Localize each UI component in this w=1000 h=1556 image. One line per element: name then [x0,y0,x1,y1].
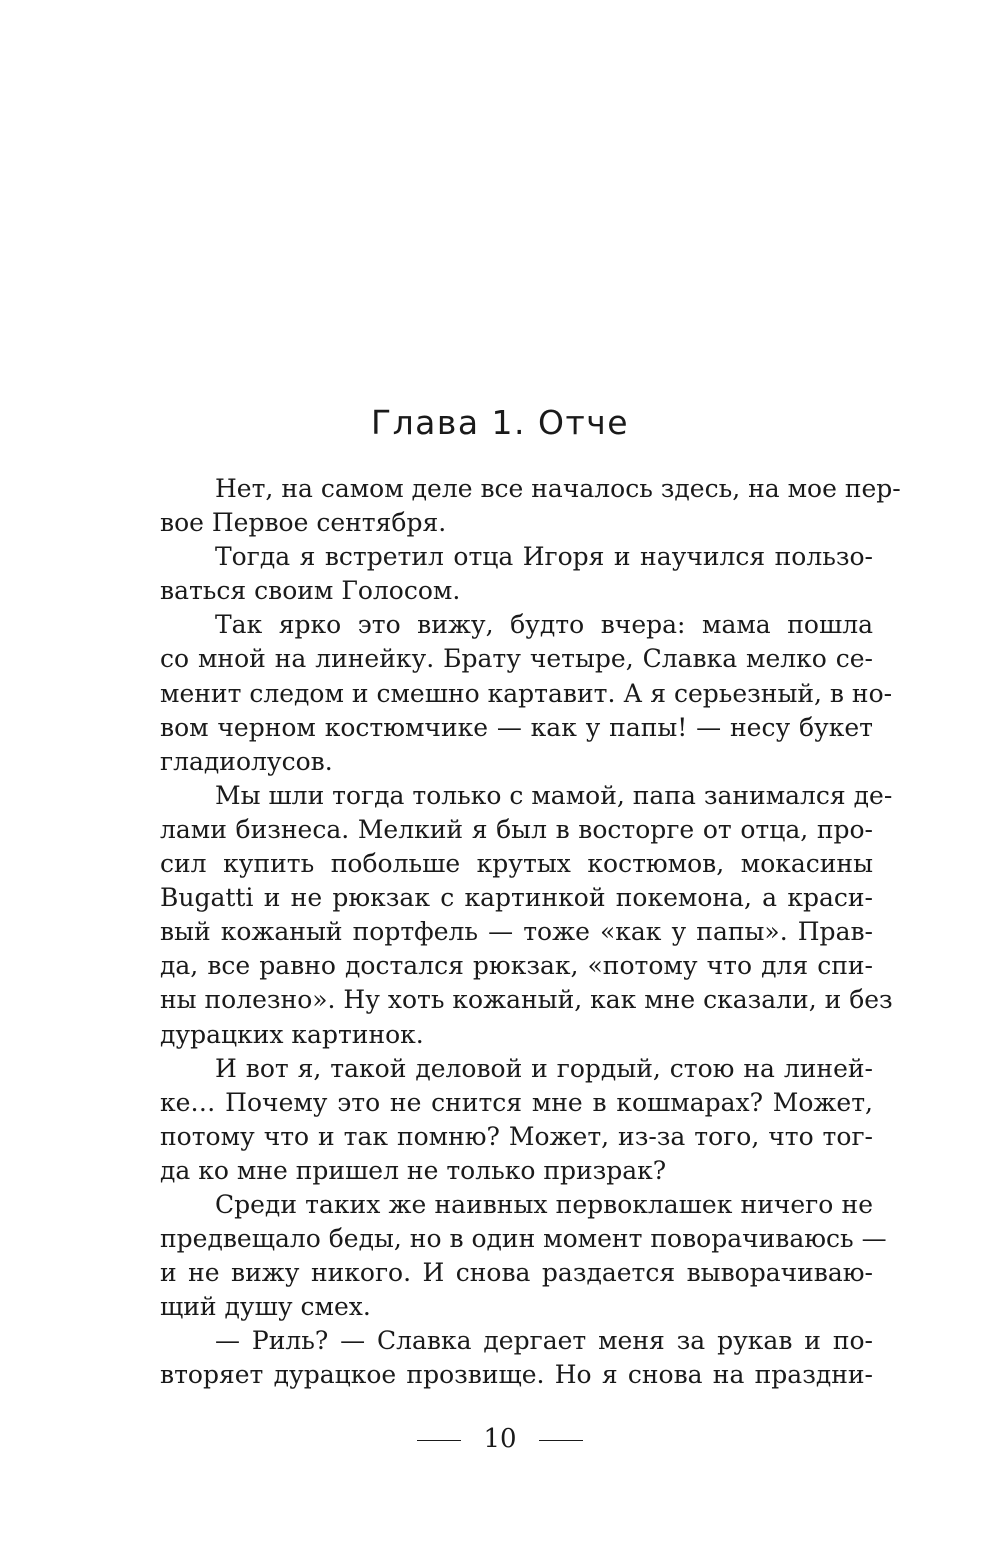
chapter-title: Глава 1. Отче [370,403,630,442]
text-line: И вот я, такой деловой и гордый, стою на линей- [215,1053,873,1083]
text-line: Нет, на самом деле все началось здесь, на мое пер- [215,474,901,503]
text-line: предвещало беды, но в один момент поворачиваюсь — [160,1224,887,1254]
text-line: да ко мне пришел не только призрак? [160,1155,667,1185]
text-line: сил купить побольше крутых костюмов, мокасины [160,849,873,879]
text-line: Тогда я встретил отца Игоря и научился пользо- [215,542,873,572]
body-text [160,472,901,1393]
text-line: вом черном костюмчике — как у папы! — несу букет [160,712,873,742]
text-line: Так ярко это вижу, будто вчера: мама пошла [215,610,873,640]
text-line: менит следом и смешно картавит. А я серьезный, в но- [160,678,893,708]
text-line: щий душу смех. [160,1292,371,1322]
text-line: ке… Почему это не снится мне в кошмарах? Может, [160,1087,873,1117]
text-line: да, все равно достался рюкзак, «потому что для спи- [160,951,873,981]
text-line: Мы шли тогда только с мамой, папа занимался де- [215,780,893,810]
text-line: ны полезно». Ну хоть кожаный, как мне сказали, и без [160,985,893,1015]
text-line: Bugatti и не рюкзак с картинкой покемона, а краси- [160,883,873,913]
page-number-footer [0,1417,1000,1461]
text-line: дурацких картинок. [160,1019,424,1049]
text-line: Среди таких же наивных первоклашек ничего не [215,1189,873,1219]
text-line: вое Первое сентября. [160,508,447,538]
text-line: потому что и так помню? Может, из-за того, что тог- [160,1121,873,1151]
text-line: гладиолусов. [160,746,333,776]
text-line: вторяет дурацкое прозвище. Но я снова на праздни- [160,1360,873,1390]
text-line: вый кожаный портфель — тоже «как у папы». Прав- [160,917,873,947]
folio-rule-right [539,1440,583,1441]
text-line: — Риль? — Славка дергает меня за рукав и по- [215,1326,873,1356]
folio-rule-left [417,1440,461,1441]
text-line: ваться своим Голосом. [160,576,461,606]
text-line: со мной на линейку. Брату четыре, Славка мелко се- [160,644,873,674]
text-line: и не вижу никого. И снова раздается выворачиваю- [160,1258,873,1288]
text-line: лами бизнеса. Мелкий я был в восторге от отца, про- [160,814,873,844]
page-number: 10 [483,1424,517,1454]
